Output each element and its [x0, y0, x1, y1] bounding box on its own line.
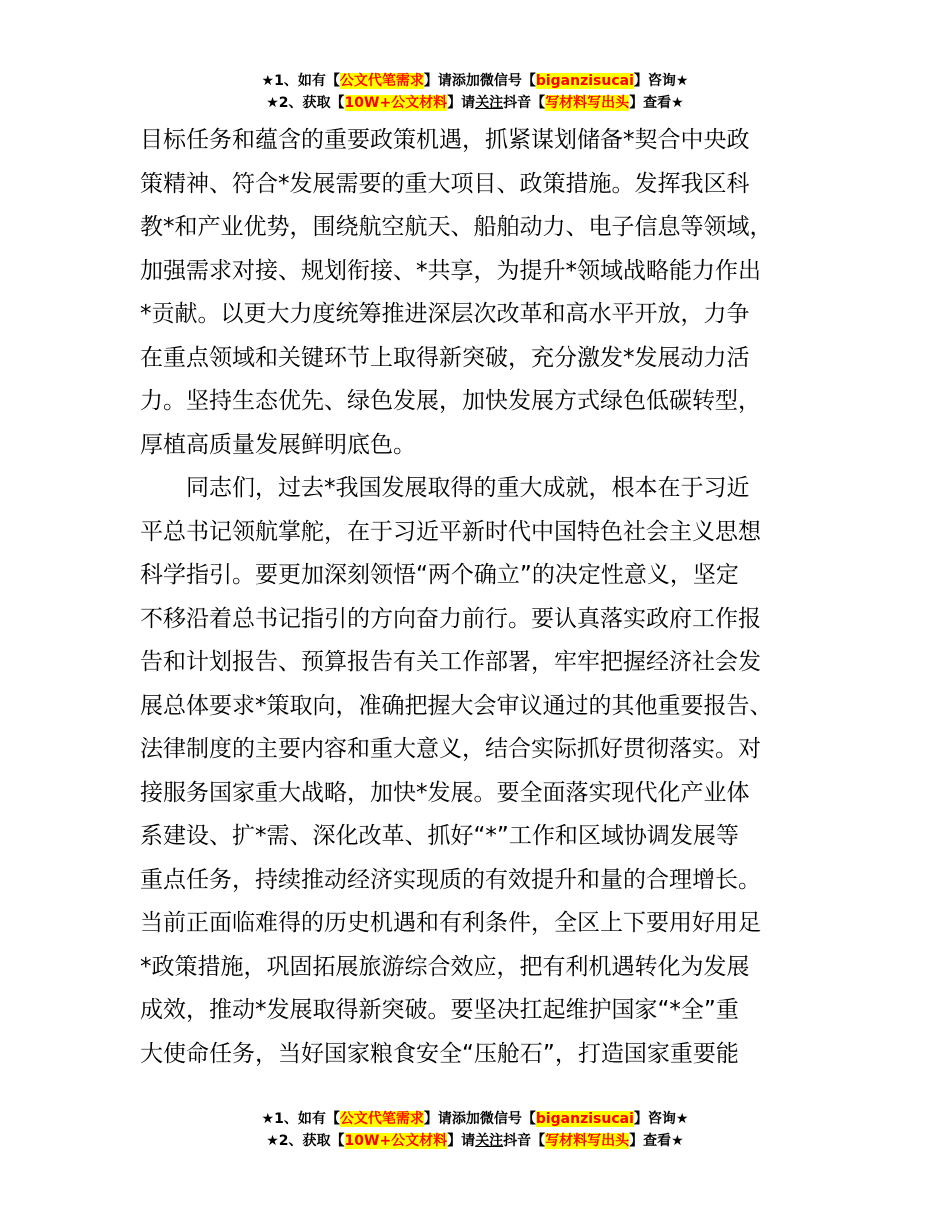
paragraph-line: 不移沿着总书记指引的方向奋力前行。要认真落实政府工作报: [140, 605, 761, 632]
footer-line-1-mid: 】请添加微信号【: [423, 1111, 536, 1127]
header-follow-link[interactable]: 关注: [475, 95, 504, 111]
paragraph-line: 重点任务，持续推动经济实现质的有效提升和量的合理增长。: [140, 866, 761, 893]
paragraph-1: [140, 119, 830, 467]
header-line-2: [0, 92, 950, 114]
paragraph-line: 加强需求对接、规划衔接、*共享，为提升*领域战略能力作出: [140, 257, 761, 284]
paragraph-line: 策精神、符合*发展需要的重大项目、政策措施。发挥我区科: [140, 170, 750, 197]
header-line-2-prefix: ★2、获取【: [266, 95, 345, 111]
footer-highlight-wechat-id: biganzisucai: [535, 1111, 634, 1127]
header-line-1-mid: 】请添加微信号【: [423, 73, 536, 89]
paragraph-line: 厚植高质量发展鲜明底色。: [140, 431, 416, 458]
footer-highlight-douyin-account: 写材料写出头: [545, 1133, 630, 1149]
paragraph-line: *贡献。以更大力度统筹推进深层次改革和高水平开放，力争: [140, 301, 750, 327]
paragraph-line: 接服务国家重大战略，加快*发展。要全面落实现代化产业体: [140, 779, 750, 806]
paragraph-line: 平总书记领航掌舵，在于习近平新时代中国特色社会主义思想: [140, 518, 761, 545]
header-highlight-douyin-account: 写材料写出头: [545, 95, 630, 111]
document-body: [140, 119, 830, 1076]
paragraph-2: [140, 467, 830, 1076]
header-highlight-ghostwriting: 公文代笔需求: [339, 73, 424, 89]
paragraph-line: 当前正面临难得的历史机遇和有利条件，全区上下要用好用足: [140, 910, 761, 936]
paragraph-line: 展总体要求*策取向，准确把握大会审议通过的其他重要报告、: [140, 692, 773, 719]
paragraph-line: *政策措施，巩固拓展旅游综合效应，把有利机遇转化为发展: [140, 953, 750, 980]
header-line-1-prefix: ★1、如有【: [261, 73, 340, 89]
footer-follow-link[interactable]: 关注: [475, 1133, 504, 1149]
paragraph-line: 科学指引。要更加深刻领悟“两个确立”的决定性意义，坚定: [140, 562, 739, 588]
header-line-2-suffix: 】查看★: [629, 95, 684, 111]
paragraph-line: 告和计划报告、预算报告有关工作部署，牢牢把握经济社会发: [140, 649, 761, 675]
header-line-1: [0, 70, 950, 92]
paragraph-line: 同志们，过去*我国发展取得的重大成就，根本在于习近: [140, 475, 750, 501]
footer-line-2-suffix: 】查看★: [629, 1133, 684, 1149]
header-highlight-wechat-id: biganzisucai: [535, 73, 634, 89]
paragraph-line: 教*和产业优势，围绕航空航天、船舶动力、电子信息等领域，: [140, 214, 773, 240]
header-line-2-mid2: 抖音【: [503, 95, 546, 111]
header-banner: [0, 70, 950, 114]
footer-highlight-ghostwriting: 公文代笔需求: [339, 1111, 424, 1127]
header-line-1-suffix: 】咨询★: [633, 73, 689, 89]
paragraph-line: 大使命任务，当好国家粮食安全“压舱石”，打造国家重要能: [140, 1040, 739, 1067]
paragraph-line: 成效，推动*发展取得新突破。要坚决扛起维护国家“*全”重: [140, 997, 739, 1023]
footer-banner: [0, 1108, 950, 1152]
footer-highlight-materials: 10W+公文材料: [344, 1133, 448, 1149]
header-highlight-materials: 10W+公文材料: [344, 95, 448, 111]
footer-line-2-mid2: 抖音【: [503, 1133, 546, 1149]
footer-line-2-prefix: ★2、获取【: [266, 1133, 345, 1149]
paragraph-line: 系建设、扩*需、深化改革、抓好“*”工作和区域协调发展等: [140, 823, 739, 849]
footer-line-1-prefix: ★1、如有【: [261, 1111, 340, 1127]
paragraph-line: 目标任务和蕴含的重要政策机遇，抓紧谋划储备*契合中央政: [140, 127, 750, 153]
footer-line-2-mid1: 】请: [447, 1133, 476, 1149]
paragraph-line: 在重点领域和关键环节上取得新突破，充分激发*发展动力活: [140, 344, 750, 371]
header-line-2-mid1: 】请: [447, 95, 476, 111]
footer-line-1: [0, 1108, 950, 1130]
footer-line-1-suffix: 】咨询★: [633, 1111, 689, 1127]
paragraph-line: 力。坚持生态优先、绿色发展，加快发展方式绿色低碳转型，: [140, 388, 761, 414]
paragraph-line: 法律制度的主要内容和重大意义，结合实际抓好贯彻落实。对: [140, 736, 761, 762]
footer-line-2: [0, 1130, 950, 1152]
